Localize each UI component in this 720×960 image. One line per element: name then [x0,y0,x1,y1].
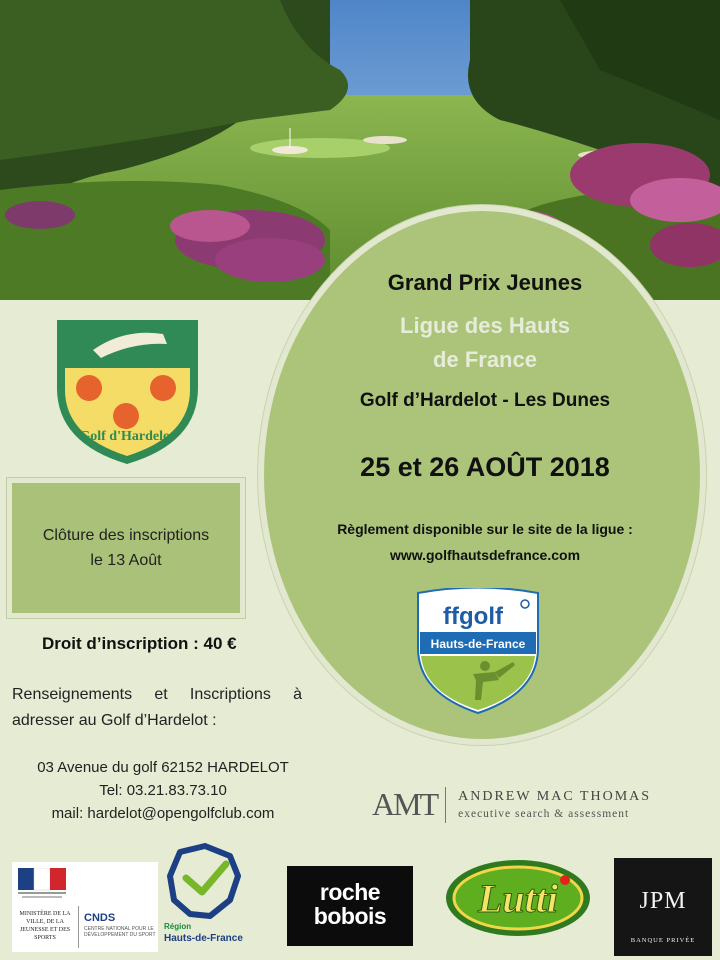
amt-name: ANDREW MAC THOMAS [458,789,652,804]
phone[interactable]: Tel: 03.21.83.73.10 [99,782,227,799]
jpm-logo [614,858,712,956]
address: 03 Avenue du golf 62152 HARDELOT [37,759,289,776]
cnds-label: CNDS [84,912,116,924]
region-logo [150,842,260,944]
roche-line-2: bobois [313,903,387,929]
roche-bobois-logo [287,866,413,946]
ministry-divider [78,906,79,948]
rules-info [310,516,660,568]
ffgolf-shield-icon [413,588,543,723]
rules-line: Règlement disponible sur le site de la ligue : [337,521,633,537]
cnds-description: CENTRE NATIONAL POUR LE DÉVELOPPEMENT DU SPORT [84,926,156,938]
lutti-logo [443,856,593,945]
closing-line-2: le 13 Août [90,552,162,569]
event-dates: 25 et 26 AOÛT 2018 [360,452,610,482]
contact-block [22,756,304,825]
club-logo-text: Golf d'Hardelot [79,429,175,444]
ffgolf-region: Hauts-de-France [430,637,526,651]
lutti-text: Lutti [477,876,559,921]
france-map-icon [150,842,260,922]
rules-website[interactable]: www.golfhautsdefrance.com [389,547,581,563]
hardelot-crest-icon [55,318,200,471]
league-line-2: de France [433,347,537,372]
entry-fee: Droit d’inscription : 40 € [42,634,237,653]
league-line-1: Ligue des Hauts [400,313,570,338]
registration-info: Renseignements et Inscriptions à adresser au Golf d’Hardelot : [12,686,302,729]
venue: Golf d’Hardelot - Les Dunes [359,390,611,411]
event-title: Grand Prix Jeunes [387,270,583,295]
amt-sponsor-logo [372,786,651,823]
region-label-1: Région [164,922,192,931]
closing-line-1: Clôture des inscriptions [42,527,210,544]
email[interactable]: mail: hardelot@opengolfclub.com [51,805,275,822]
roche-line-1: roche [319,879,381,905]
jpm-name: JPM [639,888,687,914]
closing-date-box [7,478,245,618]
amt-mark: AMT [372,786,438,822]
french-flag-icon [18,868,66,900]
amt-tagline: executive search & assessment [458,808,630,820]
region-label-2: Hauts-de-France [164,933,243,944]
ministry-logo [12,862,158,952]
league-name [310,309,660,377]
ffgolf-name: ffgolf [443,603,503,630]
ministry-text: MINISTÈRE DE LA VILLE, DE LA JEUNESSE ET DES SPORTS [19,911,71,941]
amt-divider [445,787,446,823]
jpm-tagline: BANQUE PRIVÉE [630,937,696,944]
